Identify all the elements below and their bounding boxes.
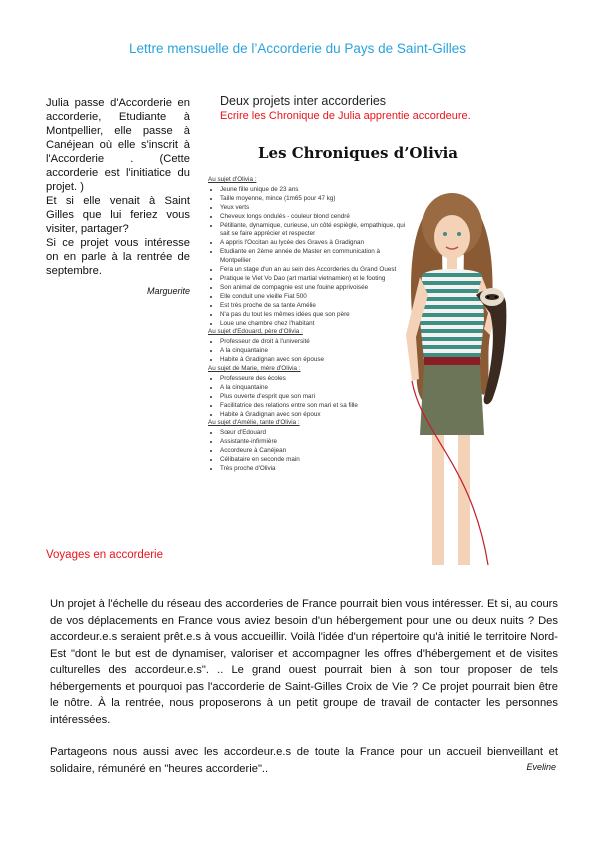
neck — [447, 257, 457, 269]
section-list — [208, 338, 408, 365]
chronicle-title: Les Chroniques d’Olivia — [257, 144, 459, 162]
list-item: • Jeune fille unique de 23 ans — [220, 186, 408, 195]
section-edouard — [208, 328, 408, 365]
voyages-heading: Voyages en accorderie — [46, 549, 163, 561]
section-title: Au sujet de Marie, mère d'Olivia : — [208, 365, 301, 373]
article-paragraph: Un projet à l'échelle du réseau des accorderies de France pourrait bien vous intéresser. Et si, au cours de vos déplacements en France vous aviez besoin d'un hébergement pour une ou deux nuits ? Des accordeur.e.s seraient prêt.e.s à vous accueillir. Voilà l'idée d'un répertoire qu'à initié le territoire Nord-Est "dont le but est de dynamiser, valoriser et accompagner les offres d'hébergement et de visites culturelles des accordeur.e.s". .. Le grand ouest pourrait bien à son tour proposer de tels hébergements et pourquoi pas l'accorderie de Saint-Gilles Croix de Vie ? Ce projet pourrait bien être le nôtre. À la rentrée, nous proposerons à un petit groupe de travail de contacter les personnes intéressées. — [50, 598, 558, 726]
intro-paragraph: Si ce projet vous intéresse on en parle à la rentrée de septembre. — [46, 237, 190, 277]
newsletter-title: Lettre mensuelle de l’Accorderie du Pays de Saint-Gilles — [129, 41, 466, 56]
list-item: • Cheveux longs ondulés - couleur blond cendré — [220, 213, 408, 222]
section-list — [208, 429, 408, 474]
list-item: • Habite à Gradignan avec son épouse — [220, 356, 408, 365]
list-item: • Pratique le Viet Vo Dao (art martial vietnamien) et le footing — [220, 275, 408, 284]
list-item: • Très proche d'Olivia — [220, 465, 408, 474]
julia-intro-column — [46, 96, 190, 298]
list-item: • Facilitatrice des relations entre son mari et sa fille — [220, 402, 408, 411]
face — [434, 215, 470, 259]
leg — [432, 435, 444, 565]
list-item: • Elle conduit une vieille Fiat 500 — [220, 293, 408, 302]
olivia-illustration — [392, 185, 512, 575]
intro-paragraph: Julia passe d'Accorderie en accorderie, Etudiante à Montpellier, elle passe à Canéjean où elle s'inscrit à l'Accorderie . (Cette accorderie est l'initiatice du projet. ) — [46, 97, 190, 193]
intro-paragraph: Et si elle venait à Saint Gilles que lui feriez vous visiter, partager? — [46, 195, 190, 235]
list-item: • Yeux verts — [220, 204, 408, 213]
list-item: • Professeure des écoles — [220, 375, 408, 384]
eye — [443, 232, 447, 236]
list-item: • Taille moyenne, mince (1m65 pour 47 kg) — [220, 195, 408, 204]
list-item: • A la cinquantaine — [220, 347, 408, 356]
belt — [424, 357, 480, 365]
signature-eveline: Eveline — [526, 762, 556, 772]
list-item: • Est très proche de sa tante Amélie — [220, 302, 408, 311]
leg — [458, 435, 470, 565]
list-item: • Loue une chambre chez l'habitant — [220, 320, 408, 329]
list-item: • Fera un stage d'un an au sein des Accorderies du Grand Ouest — [220, 266, 408, 275]
list-item: • Habite à Gradignan avec son époux — [220, 411, 408, 420]
list-item: • N'a pas du tout les mêmes idées que son père — [220, 311, 408, 320]
eye — [457, 232, 461, 236]
list-item: • Plus ouverte d'esprit que son mari — [220, 393, 408, 402]
section-list — [208, 375, 408, 420]
voyages-article — [50, 596, 558, 777]
list-item: • Célibataire en seconde main — [220, 456, 408, 465]
section-amelie — [208, 419, 408, 473]
section-marie — [208, 365, 408, 419]
projects-subheading: Ecrire les Chronique de Julia apprentie accordeure. — [220, 110, 471, 122]
striped-tshirt — [420, 269, 484, 360]
section-olivia — [208, 176, 408, 328]
list-item: • Son animal de compagnie est une fouine apprivoisée — [220, 284, 408, 293]
section-title: Au sujet d'Edouard, père d'Olivia : — [208, 328, 303, 336]
list-item: • Professeur de droit à l'université — [220, 338, 408, 347]
list-item: • A appris l'Occitan au lycée des Graves à Gradignan — [220, 239, 408, 248]
list-item: • Accordeure à Canéjean — [220, 447, 408, 456]
list-item: • Etudiante en 2ème année de Master en communication à Montpellier — [220, 248, 408, 266]
section-title: Au sujet d'Amélie, tante d'Olivia : — [208, 419, 300, 427]
list-item: • Pétillante, dynamique, curieuse, un côté espiègle, empathique, qui sait se faire apprécier et respecter — [220, 222, 408, 240]
article-paragraph: Partageons nous aussi avec les accordeur.e.s de toute la France pour un accueil bienveillant et solidaire, rémunéré en "heures accorderie".. — [50, 746, 558, 775]
signature-marguerite: Marguerite — [146, 286, 190, 296]
section-title: Au sujet d'Olivia : — [208, 176, 257, 183]
list-item: • Sœur d'Edouard — [220, 429, 408, 438]
projects-heading: Deux projets inter accorderies — [220, 94, 387, 108]
section-list — [208, 186, 408, 329]
list-item: • A la cinquantaine — [220, 384, 408, 393]
list-item: • Assistante-infirmière — [220, 438, 408, 447]
chronicle-sections — [208, 176, 408, 474]
